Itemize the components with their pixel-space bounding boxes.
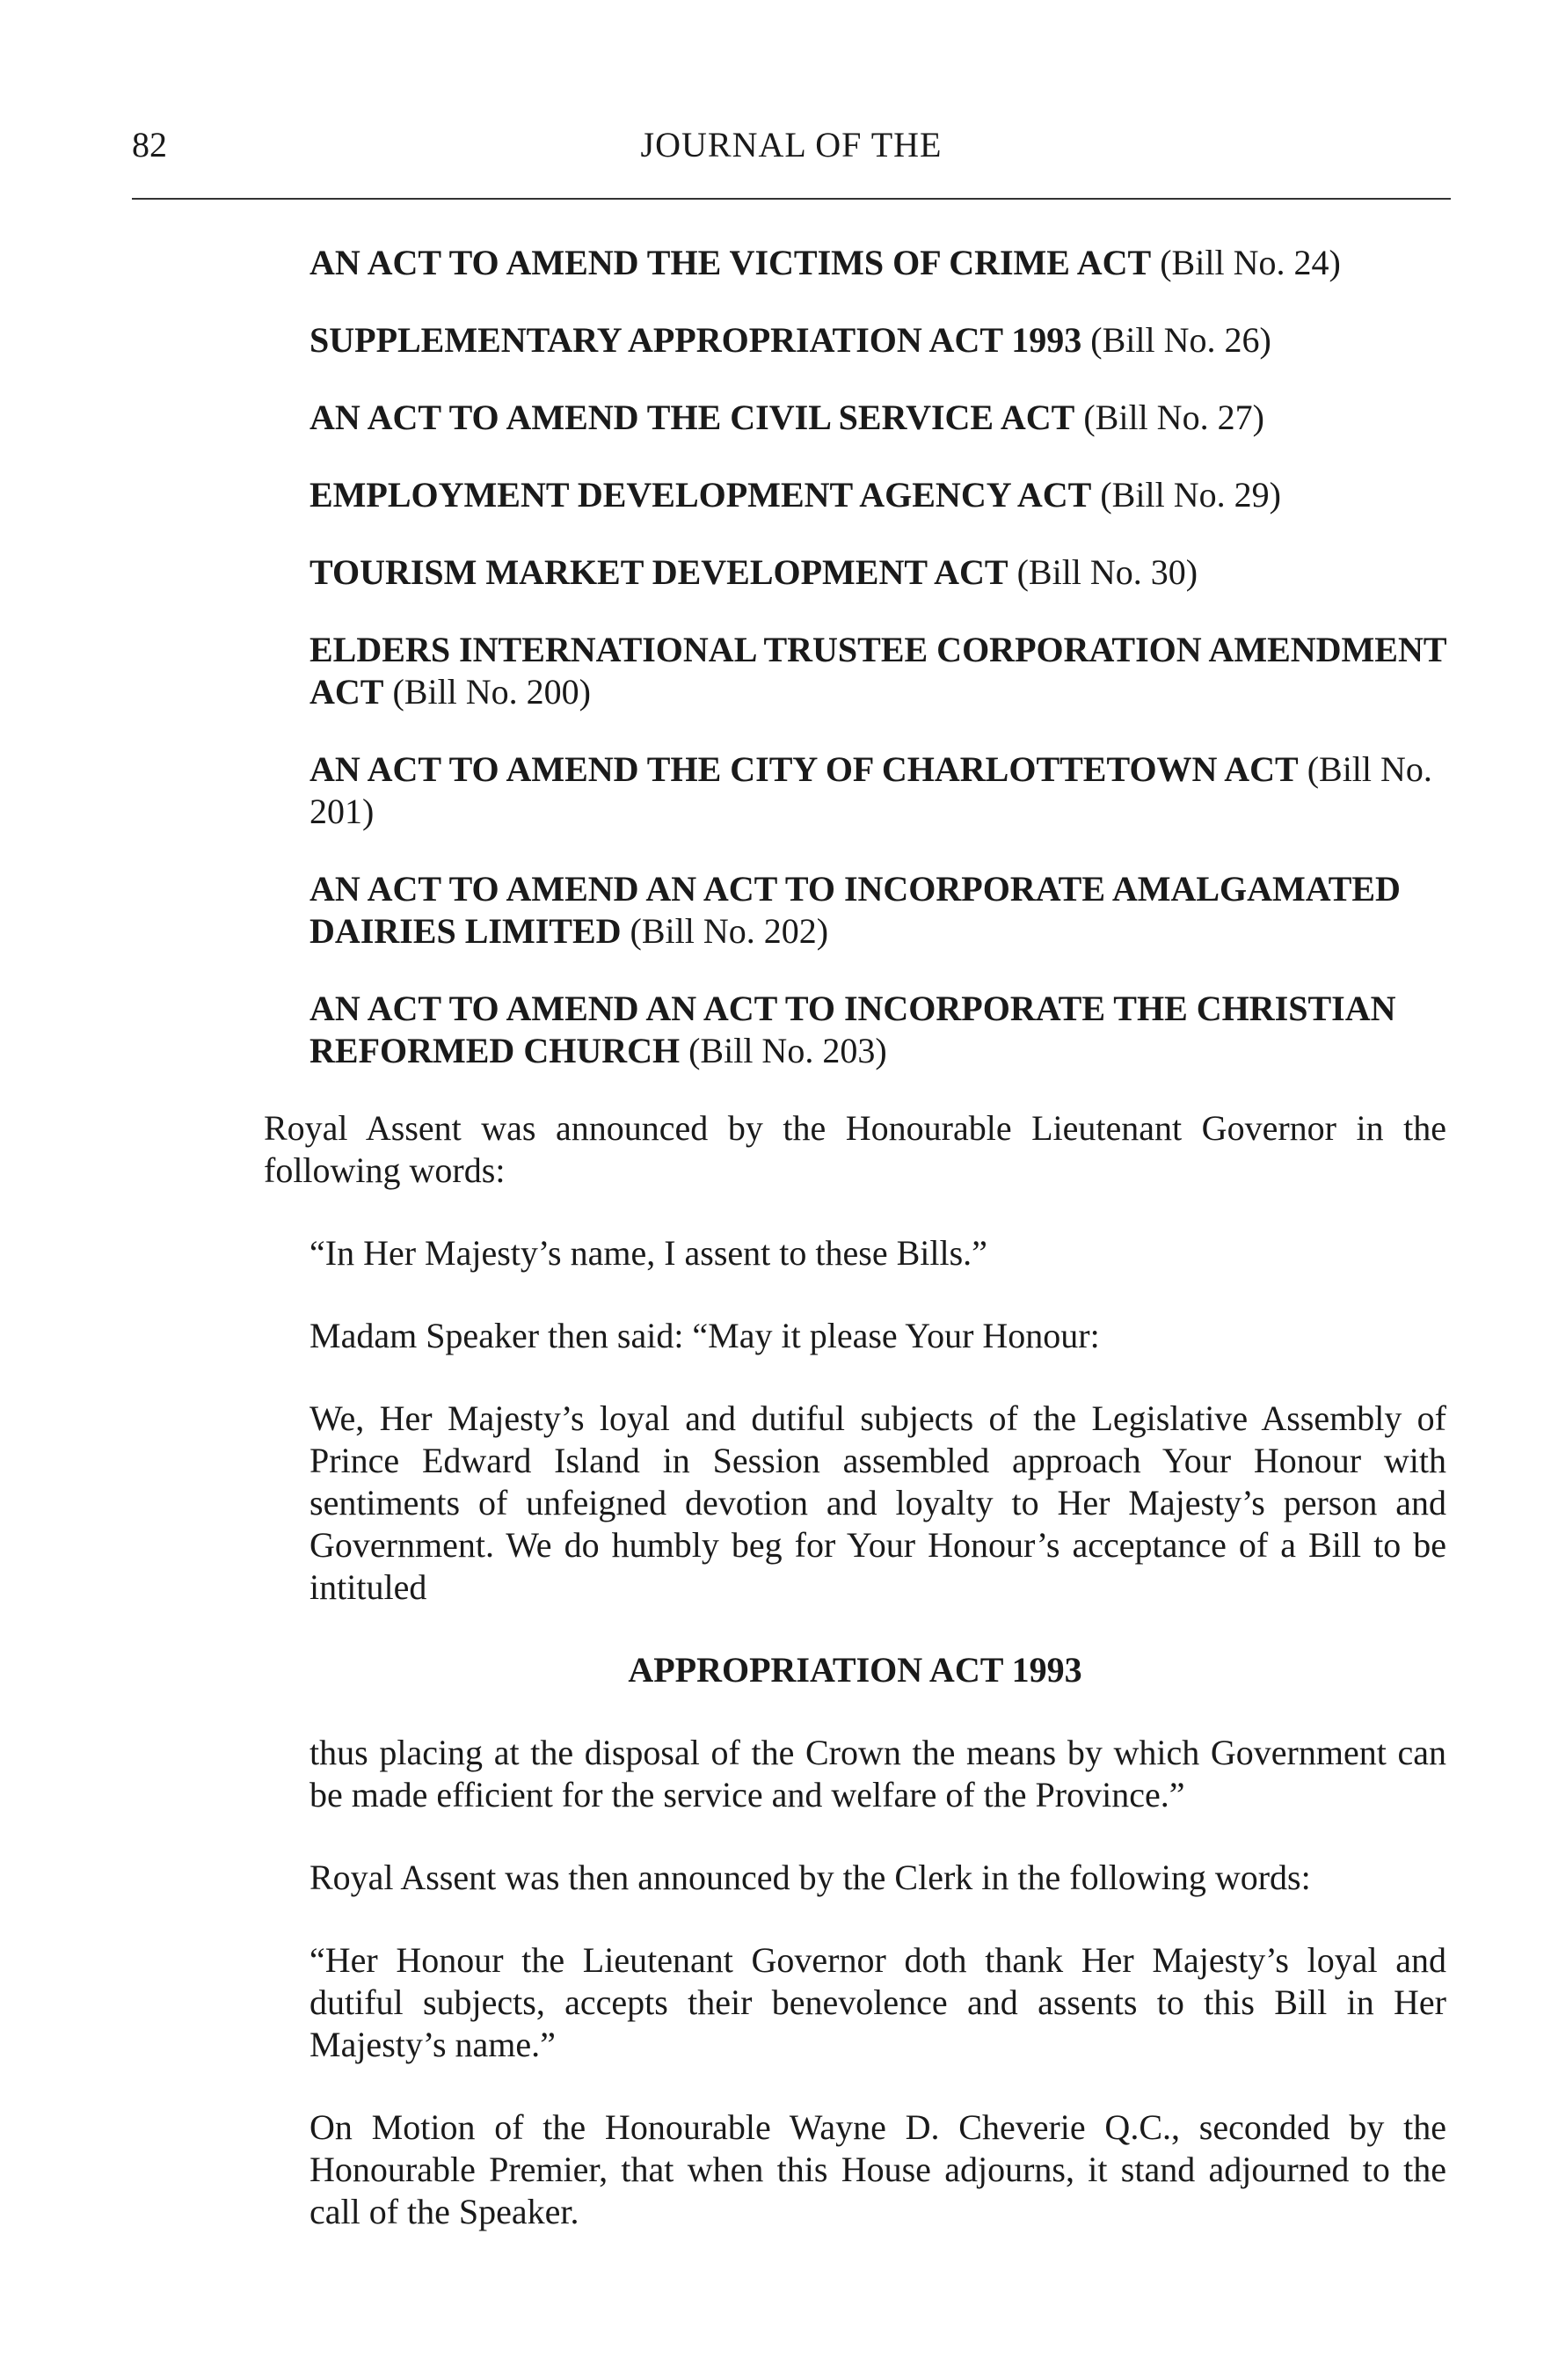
speaker-address: We, Her Majesty’s loyal and dutiful subjects of the Legislative Assembly of Prince Edward Island in Session assembled approach Your Honour with sentiments of unfeigned devotion and loyalty to Her Majesty’s person and Government. We do humbly beg for Your Honour’s acceptance of a Bill to be intituled: [309, 1398, 1446, 1607]
clerk-intro: Royal Assent was then announced by the Clerk in the following words:: [309, 1858, 1311, 1897]
bill-entry: [309, 397, 1446, 439]
bill-title: ELDERS INTERNATIONAL TRUSTEE CORPORATION AMENDMENT ACT: [309, 630, 1446, 712]
bill-title: AN ACT TO AMEND AN ACT TO INCORPORATE THE CHRISTIAN REFORMED CHURCH: [309, 989, 1396, 1070]
motion-text: On Motion of the Honourable Wayne D. Cheverie Q.C., seconded by the Honourable Premier, that when this House adjourns, it stand adjourned to the call of the Speaker.: [309, 2107, 1446, 2231]
page-content: [264, 242, 1446, 2274]
bill-entry: [309, 242, 1446, 284]
bill-title: AN ACT TO AMEND THE CIVIL SERVICE ACT: [309, 398, 1075, 437]
bill-entry: [309, 474, 1446, 516]
bill-title: SUPPLEMENTARY APPROPRIATION ACT 1993: [309, 320, 1082, 360]
bill-number: (Bill No. 30): [1016, 552, 1198, 592]
disposal-text: thus placing at the disposal of the Crown the means by which Government can be made efficient for the service and welfare of the Province.”: [309, 1733, 1446, 1814]
bill-number: (Bill No. 203): [688, 1031, 887, 1070]
page-number: 82: [132, 125, 167, 164]
bill-title: AN ACT TO AMEND THE CITY OF CHARLOTTETOWN ACT: [309, 749, 1299, 789]
royal-assent-intro: Royal Assent was announced by the Honourable Lieutenant Governor in the following words:: [264, 1108, 1446, 1190]
bill-title: EMPLOYMENT DEVELOPMENT AGENCY ACT: [309, 475, 1092, 515]
bill-title: TOURISM MARKET DEVELOPMENT ACT: [309, 552, 1009, 592]
bill-entry: [309, 319, 1446, 361]
bill-number: (Bill No. 201): [309, 749, 1432, 831]
bill-number: (Bill No. 24): [1160, 243, 1341, 282]
clerk-quote: “Her Honour the Lieutenant Governor doth thank Her Majesty’s loyal and dutiful subjects, accepts their benevolence and assents to this Bill in Her Majesty’s name.”: [309, 1940, 1446, 2064]
bill-entry: [309, 988, 1446, 1072]
bill-number: (Bill No. 26): [1090, 320, 1271, 360]
running-head: [132, 123, 1451, 167]
bill-number: (Bill No. 27): [1083, 398, 1264, 437]
bill-title: AN ACT TO AMEND AN ACT TO INCORPORATE AMALGAMATED DAIRIES LIMITED: [309, 869, 1401, 951]
bill-entry: [309, 551, 1446, 594]
bill-entry: [309, 868, 1446, 953]
journal-title: JOURNAL OF THE: [640, 125, 943, 164]
bill-number: (Bill No. 29): [1100, 475, 1281, 515]
bill-entry: [309, 629, 1446, 713]
speaker-intro: Madam Speaker then said: “May it please Your Honour:: [309, 1316, 1100, 1355]
header-rule: [132, 198, 1451, 200]
assent-quote: “In Her Majesty’s name, I assent to these Bills.”: [309, 1233, 987, 1273]
bill-number: (Bill No. 200): [392, 672, 591, 712]
bill-number: (Bill No. 202): [630, 911, 829, 951]
bill-title: AN ACT TO AMEND THE VICTIMS OF CRIME ACT: [309, 243, 1152, 282]
bill-entry: [309, 748, 1446, 833]
appropriation-act-title: APPROPRIATION ACT 1993: [628, 1650, 1082, 1690]
